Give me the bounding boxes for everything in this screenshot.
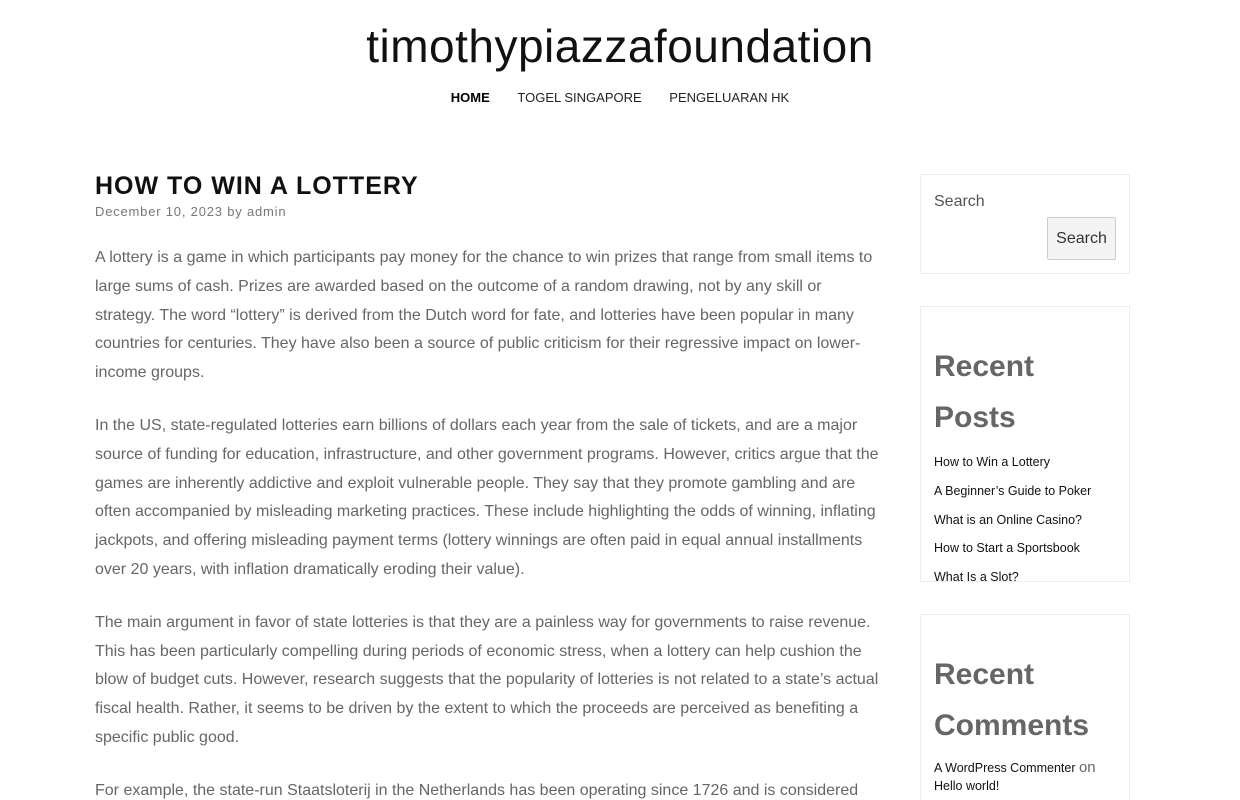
comment-post-link[interactable]: Hello world! [934, 779, 1000, 793]
site-header [0, 0, 1240, 130]
post-author[interactable]: admin [246, 204, 287, 219]
recent-post-link[interactable]: What is an Online Casino? [934, 512, 1082, 527]
recent-comments-title: Recent Comments [934, 658, 1090, 742]
post-paragraph: A lottery is a game in which participants pay money for the chance to win prizes that range from small items to large sums of cash. Prizes are awarded based on the outcome of a random drawing, not by any skill or strategy. The word “lottery” is derived from the Dutch word for fate, and lotteries have been popular in many countries for centuries. They have also been a source of public criticism for their regressive impact on lower-income groups. [95, 249, 873, 382]
post-article [95, 168, 880, 800]
search-widget [920, 174, 1130, 274]
recent-posts-widget [920, 306, 1130, 585]
recent-posts-title: Recent Posts [934, 350, 1035, 434]
recent-comment-item [934, 759, 1116, 795]
post-paragraph: The main argument in favor of state lotteries is that they are a painless way for governments to raise revenue. This has been particularly compelling during periods of economic stress, when a lottery can help cushion the blow of budget cuts. However, research suggests that the popularity of lotteries is not related to a state’s actual fiscal health. Rather, it seems to be driven by the extent to which the proceeds are perceived as benefiting a specific public good. [95, 613, 879, 746]
post-body [95, 244, 880, 800]
post-title: HOW TO WIN A LOTTERY [95, 172, 419, 200]
nav-item-togel-singapore[interactable]: TOGEL SINGAPORE [517, 90, 642, 105]
post-date[interactable]: December 10, 2023 [95, 204, 223, 219]
post-by-label: by [227, 204, 243, 219]
recent-post-link[interactable]: How to Start a Sportsbook [934, 541, 1080, 556]
post-paragraph: For example, the state-run Staatsloterij in the Netherlands has been operating since 1726 and is considered [95, 781, 859, 799]
comment-author-link[interactable]: A WordPress Commenter [934, 761, 1076, 775]
comment-on-label: on [1078, 759, 1096, 776]
site-title[interactable]: timothypiazzafoundation [366, 20, 874, 72]
nav-item-pengeluaran-hk[interactable]: PENGELUARAN HK [669, 90, 790, 105]
list-item [934, 482, 1116, 500]
recent-posts-list [934, 453, 1116, 586]
recent-post-link[interactable]: A Beginner’s Guide to Poker [934, 483, 1092, 498]
list-item [934, 453, 1116, 471]
search-button[interactable]: Search [1047, 217, 1116, 260]
main-nav [0, 88, 1240, 108]
recent-comments-widget [920, 614, 1130, 800]
nav-item-home[interactable]: HOME [450, 90, 490, 105]
post-paragraph: In the US, state-regulated lotteries earn billions of dollars each year from the sale of tickets, and are a major source of funding for education, infrastructure, and other government programs. However, critics argue that the games are inherently addictive and exploit vulnerable people. They say that they promote gambling and are often accompanied by misleading marketing practices. These include highlighting the odds of winning, inflating jackpots, and offering misleading payment terms (lottery winnings are often paid in equal annual installments over 20 years, with inflation dramatically eroding their value). [95, 416, 879, 578]
search-label: Search [934, 193, 985, 210]
recent-post-link[interactable]: What Is a Slot? [934, 570, 1019, 585]
recent-post-link[interactable]: How to Win a Lottery [934, 455, 1051, 469]
list-item [934, 539, 1116, 557]
post-meta [95, 204, 880, 220]
list-item [934, 511, 1116, 529]
list-item [934, 568, 1116, 586]
search-input[interactable] [934, 215, 1038, 247]
